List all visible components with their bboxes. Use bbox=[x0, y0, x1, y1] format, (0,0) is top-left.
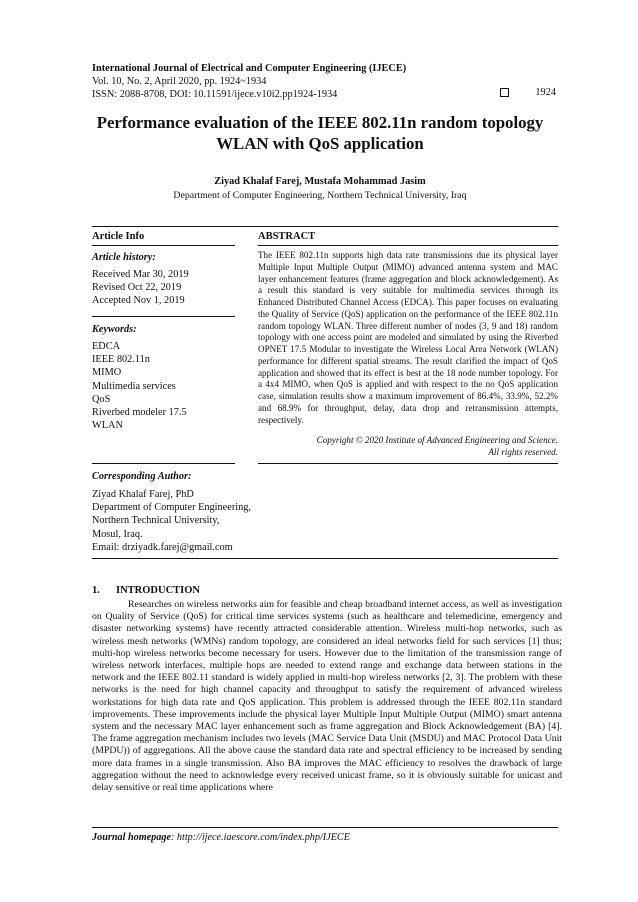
introduction-body bbox=[92, 599, 562, 794]
journal-homepage: Journal homepage: http://ijece.iaescore.com/index.php/IJECE bbox=[92, 832, 350, 843]
article-history-heading: Article history: bbox=[92, 252, 156, 263]
corresponding-line: Mosul, Iraq. bbox=[92, 528, 143, 540]
keywords-bottom-rule bbox=[92, 463, 235, 464]
title-line: Performance evaluation of the IEEE 802.11n random topology bbox=[96, 113, 544, 132]
page-number: 1924 bbox=[535, 87, 556, 98]
homepage-label: Journal homepage bbox=[92, 832, 171, 843]
section-top-rule bbox=[92, 226, 558, 227]
abstract-rule bbox=[258, 245, 558, 246]
keywords-heading: Keywords: bbox=[92, 324, 137, 335]
history-item: Revised Oct 22, 2019 bbox=[92, 282, 182, 294]
copyright bbox=[258, 434, 558, 458]
copyright-line: All rights reserved. bbox=[488, 447, 558, 457]
keyword-item: Multimedia services bbox=[92, 380, 176, 392]
issn-doi: ISSN: 2088-8708, DOI: 10.11591/ijece.v10i2.pp1924-1934 bbox=[92, 89, 338, 100]
keyword-item: Riverbed modeler 17.5 bbox=[92, 407, 187, 419]
corresponding-line: Northern Technical University, bbox=[92, 515, 220, 527]
article-info-rule bbox=[92, 245, 235, 246]
keyword-item: MIMO bbox=[92, 367, 122, 379]
keyword-item: EDCA bbox=[92, 341, 121, 352]
keyword-item: QoS bbox=[92, 393, 111, 405]
keyword-item: IEEE 802.11n bbox=[92, 354, 150, 366]
introduction-heading bbox=[92, 585, 200, 596]
article-info-heading: Article Info bbox=[92, 231, 145, 242]
corresponding-email: Email: drziyadk.farej@gmail.com bbox=[92, 541, 233, 553]
corresponding-line: Department of Computer Engineering, bbox=[92, 502, 251, 514]
section-bottom-rule bbox=[92, 558, 558, 559]
corresponding-details bbox=[92, 488, 251, 554]
history-item: Received Mar 30, 2019 bbox=[92, 269, 189, 280]
section-number: 1. bbox=[92, 585, 100, 596]
section-title: INTRODUCTION bbox=[116, 585, 201, 596]
corresponding-line: Ziyad Khalaf Farej, PhD bbox=[92, 489, 194, 500]
copyright-line: Copyright © 2020 Institute of Advanced Engineering and Science. bbox=[316, 435, 558, 445]
authors: Ziyad Khalaf Farej, Mustafa Mohammad Jasim bbox=[214, 176, 426, 187]
introduction-paragraph: Researches on wireless networks aim for feasible and cheap broadband internet access, as well as investigation on Quality of Service (QoS) for critical time services systems (such as healthcare and telemedicine, emergency and disaster networking systems) have recently attracted considerable attention. Wireless multi-hop networks, such as wireless mesh networks (WMNs) random topology, are considered an ideal networks field for such services [1] thus; multi-hop wireless networks become necessary for users. However due to the limitation of the transmission range of wireless network interfaces, multiple hops are needed to extend range and exchange data between stations in the network and the IEEE 802.11 standard is widely applied in multi-hop wireless networks [2, 3]. The problem with these networks is the need for high channel capacity and throughput to satisfy the requirement of advanced wireless workstations for high data rate and QoS application. This problem is addressed through the IEEE 802.11n standard improvements. These improvements include the physical layer Multiple Input Multiple Output (MIMO) smart antenna system and the necessary MAC layer enhancement such as frame aggregation and Block Acknowledgement (BA) [4]. The frame aggregation mechanism includes two levels (MAC Service Data Unit (MSDU) and MAC Protocol Data Unit (MPDU)) of aggregations. All the above cause the standard data rate and spectral efficiency to be increased by sending more data frames in a single transmission. Also BA improves the MAC efficiency to resolves the drawback of large aggregation without the need to acknowledge every received unicast frame, so it is obviously suitable for unicast and delay sensitive or real time applications where bbox=[92, 599, 562, 794]
paper-title bbox=[60, 112, 580, 154]
page-number-block bbox=[500, 87, 556, 98]
abstract-bottom-rule bbox=[258, 463, 558, 464]
journal-name: International Journal of Electrical and Computer Engineering (IJECE) bbox=[92, 63, 407, 74]
history-rule bbox=[92, 316, 235, 317]
history-item: Accepted Nov 1, 2019 bbox=[92, 295, 185, 307]
abstract-heading: ABSTRACT bbox=[258, 231, 316, 242]
keywords-list bbox=[92, 340, 187, 432]
footer-rule bbox=[92, 827, 558, 828]
corresponding-heading: Corresponding Author: bbox=[92, 471, 192, 482]
homepage-link[interactable]: http://ijece.iaescore.com/index.php/IJECE bbox=[176, 832, 350, 843]
abstract-text: The IEEE 802.11n supports high data rate transmissions due its physical layer Multiple Input Multiple Output (MIMO) advanced antenna system and MAC layer enhancement features (frame aggregation and block acknowledgement). As a result this standard is very suitable for multimedia services through its Enhanced Distributed Channel Access (EDCA). This paper focuses on evaluating the Quality of Service (QoS) application on the performance of the IEEE 802.11n random topology WLAN. Three different number of nodes (3, 9 and 18) random topology with one access point are modeled and simulated by using the Riverbed OPNET 17.5 Modular to investigate the Wireless Local Area Network (WLAN) performance for different spatial streams. The result clarified the impact of QoS application and showed that its effect is best at the 18 node number topology. For a 4x4 MIMO, when QoS is applied and with respect to the no QoS application case, simulation results show a maximum improvement of 86.4%, 33.9%, 52.2% and 68.9% for throughput, delay, data drop and retransmission attempts, respectively. bbox=[258, 250, 558, 425]
title-line: WLAN with QoS application bbox=[216, 134, 424, 153]
keyword-item: WLAN bbox=[92, 420, 123, 432]
volume-info: Vol. 10, No. 2, April 2020, pp. 1924~1934 bbox=[92, 76, 267, 87]
article-history-list bbox=[92, 268, 189, 308]
affiliation: Department of Computer Engineering, Northern Technical University, Iraq bbox=[173, 190, 467, 201]
checkbox-square-icon bbox=[500, 88, 509, 97]
